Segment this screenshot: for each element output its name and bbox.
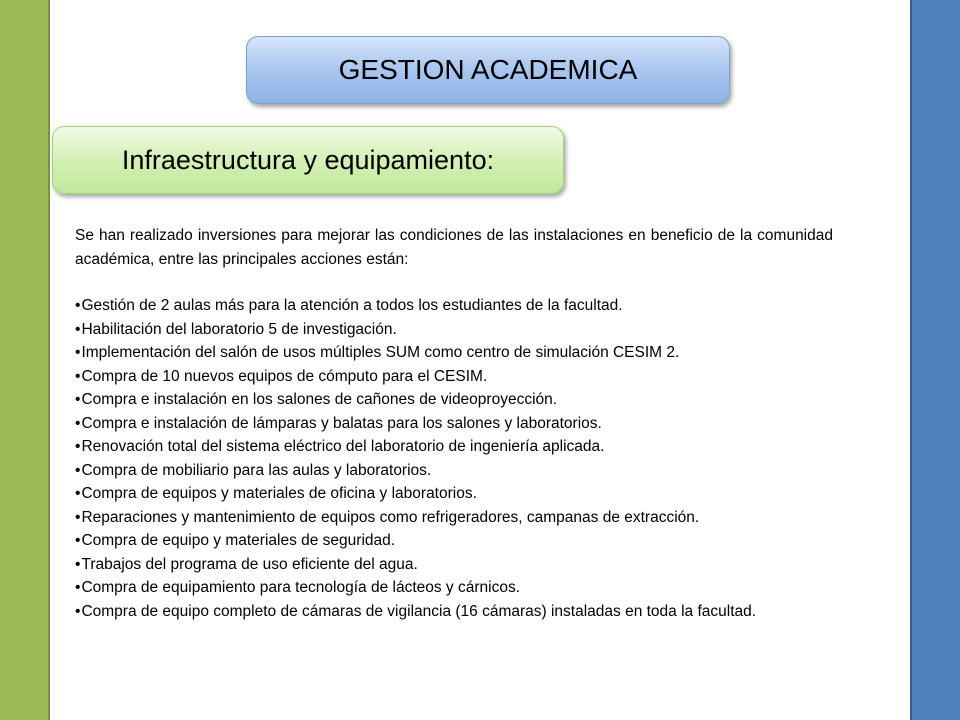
list-item-text: Reparaciones y mantenimiento de equipos como refrigeradores, campanas de extracción. (81, 508, 700, 526)
list-item-text: Compra de equipos y materiales de oficina y laboratorios. (81, 485, 477, 502)
list-item (75, 576, 833, 600)
subtitle-box (52, 126, 564, 194)
bullet-icon: • (75, 297, 81, 314)
actions-list (75, 294, 833, 623)
list-item (75, 388, 833, 412)
intro-paragraph: Se han realizado inversiones para mejorar las condiciones de las instalaciones en beneficio de la comunidad académica, entre las principales acciones están: (75, 227, 833, 268)
bullet-icon: • (75, 414, 81, 432)
section-title: Infraestructura y equipamiento: (121, 144, 495, 175)
list-item (75, 529, 833, 553)
bullet-icon: • (75, 579, 81, 596)
left-accent-bar (0, 0, 50, 720)
list-item-text: Compra de equipamiento para tecnología de lácteos y cárnicos. (81, 579, 521, 596)
list-item-text: Compra e instalación en los salones de cañones de videoproyección. (81, 391, 558, 408)
list-item (75, 294, 833, 318)
bullet-icon: • (75, 320, 81, 338)
bullet-icon: • (75, 344, 81, 361)
page-title: GESTION ACADEMICA (338, 54, 638, 85)
bullet-icon: • (75, 532, 81, 549)
bullet-icon: • (75, 602, 81, 620)
list-item-text: Compra de equipo y materiales de seguridad. (81, 532, 396, 549)
list-item (75, 600, 833, 624)
bullet-icon: • (75, 461, 81, 479)
list-item (75, 412, 833, 436)
list-item (75, 365, 833, 389)
list-item (75, 506, 833, 530)
bullet-icon: • (75, 508, 81, 526)
bullet-icon: • (75, 367, 81, 385)
list-item-text: Renovación total del sistema eléctrico del laboratorio de ingeniería aplicada. (81, 438, 605, 455)
list-item (75, 459, 833, 483)
list-item-text: Compra e instalación de lámparas y balatas para los salones y laboratorios. (81, 414, 602, 432)
bullet-icon: • (75, 391, 81, 408)
right-accent-bar (910, 0, 960, 720)
content-body (75, 224, 833, 623)
bullet-icon: • (75, 555, 81, 573)
bullet-icon: • (75, 485, 81, 502)
bullet-icon: • (75, 438, 81, 455)
list-item-text: Gestión de 2 aulas más para la atención a todos los estudiantes de la facultad. (81, 297, 623, 314)
list-item-text: Compra de 10 nuevos equipos de cómputo para el CESIM. (81, 367, 488, 385)
list-item (75, 482, 833, 506)
list-item-text: Compra de mobiliario para las aulas y laboratorios. (81, 461, 432, 479)
list-item (75, 341, 833, 365)
list-item-text: Trabajos del programa de uso eficiente del agua. (81, 555, 418, 573)
list-item-text: Implementación del salón de usos múltiples SUM como centro de simulación CESIM 2. (81, 344, 680, 361)
list-item (75, 553, 833, 577)
list-item (75, 435, 833, 459)
list-item-text: Compra de equipo completo de cámaras de vigilancia (16 cámaras) instaladas en toda la facultad. (81, 602, 757, 620)
title-box (246, 36, 730, 104)
list-item-text: Habilitación del laboratorio 5 de investigación. (81, 320, 397, 338)
list-item (75, 318, 833, 342)
